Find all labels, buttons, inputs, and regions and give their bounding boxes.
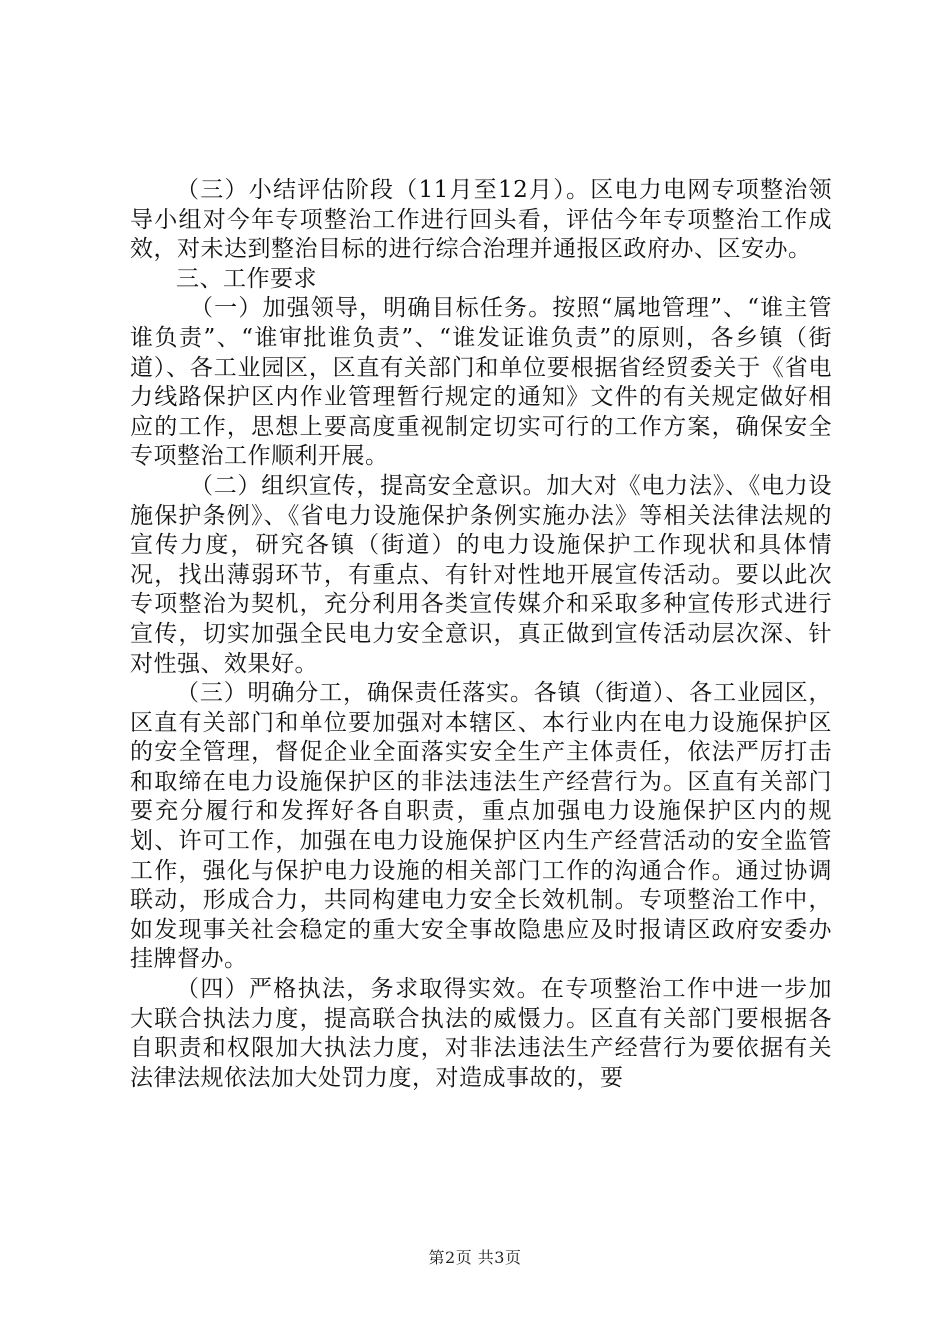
page-number-footer: 第2页 共3页 <box>428 1248 522 1267</box>
paragraph-leadership: （一）加强领导，明确目标任务。按照“属地管理”、“谁主管谁负责”、“谁审批谁负责”、“谁发证谁负责”的原则，各乡镇（街道）、各工业园区，区直有关部门和单位要根据省经贸委关于《省电力线路保护区内作业管理暂行规定的通知》文件的有关规定做好相应的工作，思想上要高度重视制定切实可行的工作方案，确保安全专项整治工作顺利开展。 <box>130 295 832 470</box>
section-heading-work-requirements: 三、工作要求 <box>176 265 317 292</box>
paragraph-summary-phase: （三）小结评估阶段（11月至12月）。区电力电网专项整治领导小组对今年专项整治工作进行回头看，评估今年专项整治工作成效，对未达到整治目标的进行综合治理并通报区政府办、区安办。 <box>130 177 832 263</box>
document-body <box>130 176 832 1093</box>
paragraph-publicity: （二）组织宣传，提高安全意识。加大对《电力法》、《电力设施保护条例》、《省电力设施保护条例实施办法》等相关法律法规的宣传力度，研究各镇（街道）的电力设施保护工作现状和具体情况，找出薄弱环节，有重点、有针对性地开展宣传活动。要以此次专项整治为契机，充分利用各类宣传媒介和采取多种宣传形式进行宣传，切实加强全民电力安全意识，真正做到宣传活动层次深、针对性强、效果好。 <box>130 472 832 677</box>
paragraph-division-of-labor: （三）明确分工，确保责任落实。各镇（街道）、各工业园区，区直有关部门和单位要加强对本辖区、本行业内在电力设施保护区的安全管理，督促企业全面落实安全生产主体责任，依法严厉打击和取缔在电力设施保护区的非法违法生产经营行为。区直有关部门要充分履行和发挥好各自职责，重点加强电力设施保护区内的规划、许可工作，加强在电力设施保护区内生产经营活动的安全监管工作，强化与保护电力设施的相关部门工作的沟通合作。通过协调联动，形成合力，共同构建电力安全长效机制。专项整治工作中，如发现事关社会稳定的重大安全事故隐患应及时报请区政府安委办挂牌督办。 <box>130 680 832 973</box>
paragraph-law-enforcement: （四）严格执法，务求取得实效。在专项整治工作中进一步加大联合执法力度，提高联合执法的威慑力。区直有关部门要根据各自职责和权限加大执法力度，对非法违法生产经营行为要依据有关法律法规依法加大处罚力度，对造成事故的，要 <box>130 976 832 1091</box>
